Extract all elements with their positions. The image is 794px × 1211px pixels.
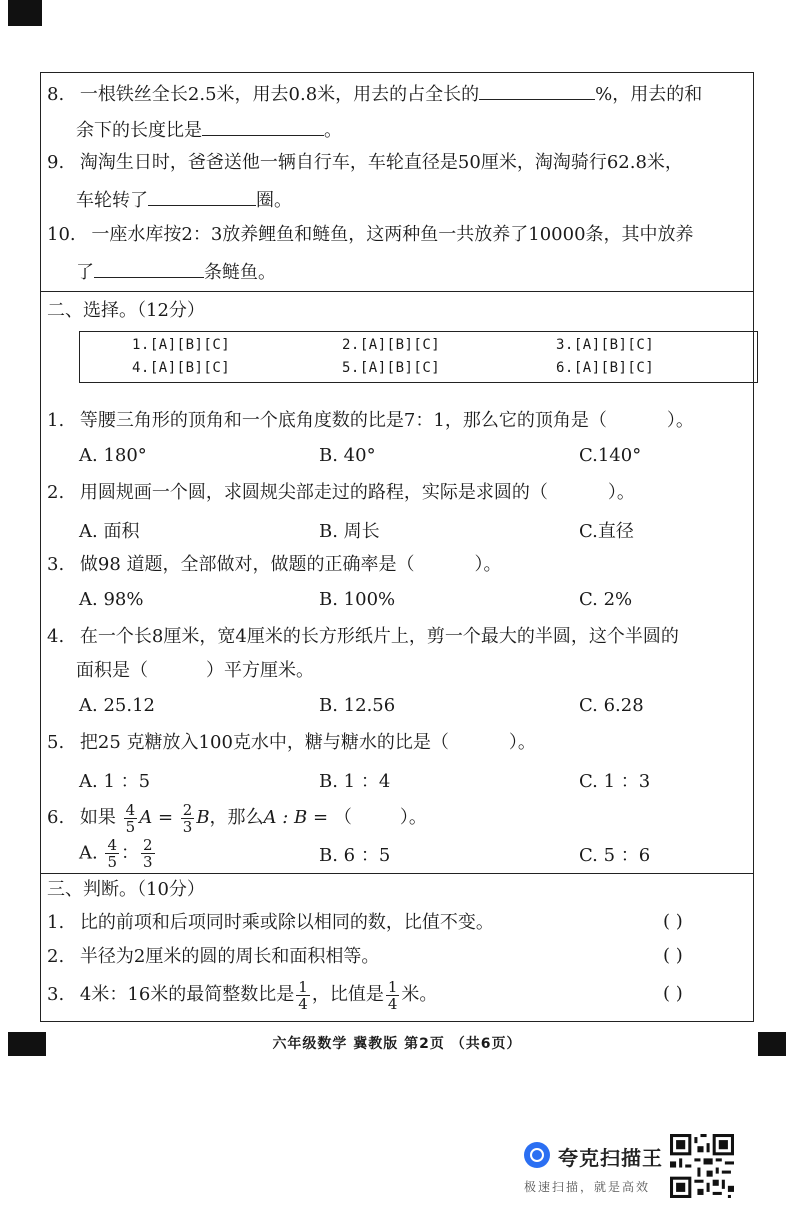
mc-question-3: 3. 做98 道题，全部做对，做题的正确率是（ ）。 — [47, 554, 502, 575]
judge-answer-paren[interactable]: ( ) — [663, 945, 683, 966]
answer-blank-q9[interactable] — [148, 187, 256, 206]
mc-option[interactable]: C. 5 ：6 — [579, 845, 651, 866]
fraction: $\frac{1}{4}$ — [298, 977, 308, 1013]
q8-line1: 8. 一根铁丝全长2.5米，用去0.8米，用去的占全长的 %，用去的和 — [47, 81, 702, 107]
fraction: $\frac{4}{5}$ — [125, 800, 136, 836]
section3-title: 三、判断。（10分） — [47, 879, 205, 900]
section-divider — [41, 291, 753, 292]
answer-blank-q10[interactable] — [94, 259, 204, 278]
mc-option[interactable]: B. 6 ：5 — [319, 845, 391, 866]
mc-option[interactable]: A. 180° — [79, 445, 147, 466]
page-footer: 六年级数学 冀教版 第2页 （共6页） — [272, 1036, 522, 1052]
mc-question-2: 2. 用圆规画一个圆，求圆规尖部走过的路程，实际是求圆的（ ）。 — [47, 482, 635, 503]
q9-line1: 9. 淘淘生日时，爸爸送他一辆自行车，车轮直径是50厘米，淘淘骑行62.8米， — [47, 152, 683, 173]
mc-option[interactable]: A. 98% — [79, 589, 144, 610]
quark-logo-icon — [524, 1142, 550, 1168]
mc-question-5: 5. 把25 克糖放入100克水中，糖与糖水的比是（ ）。 — [47, 732, 536, 753]
answer-sheet — [79, 331, 758, 383]
answer-sheet-item[interactable]: 4.[A][B][C] — [132, 360, 231, 376]
answer-sheet-item[interactable]: 3.[A][B][C] — [556, 337, 655, 353]
mc-option[interactable]: B. 100% — [319, 589, 396, 610]
judge-answer-paren[interactable]: ( ) — [663, 983, 683, 1004]
mc-option[interactable]: C. 2% — [579, 589, 633, 610]
mc-option[interactable]: A. 面积 — [79, 521, 140, 542]
judge-item-2: 2. 半径为2厘米的圆的周长和面积相等。 — [47, 946, 380, 967]
mc-question-4: 4. 在一个长8厘米，宽4厘米的长方形纸片上，剪一个最大的半圆，这个半圆的 — [47, 626, 679, 647]
mc-question-1: 1. 等腰三角形的顶角和一个底角度数的比是7：1，那么它的顶角是（ ）。 — [47, 410, 694, 431]
mc-option[interactable]: C.140° — [579, 445, 642, 466]
mc-option[interactable]: A. 25.12 — [79, 695, 155, 716]
brand-name: 夸克扫描王 — [558, 1146, 663, 1170]
q10-line1: 10. 一座水库按2：3放养鲤鱼和鲢鱼，这两种鱼一共放养了10000条，其中放养 — [47, 224, 694, 245]
section2-title: 二、选择。（12分） — [47, 300, 205, 321]
mc-option[interactable]: C. 1 ：3 — [579, 771, 651, 792]
q8-line2: 余下的长度比是 。 — [76, 117, 342, 143]
q10-line2: 了 条鲢鱼。 — [76, 259, 276, 285]
mc-question-6: 6. 如果 $\frac{4}{5}$ A = $\frac{2}{3}$ B，那么A : B = （ ）。 — [47, 800, 427, 836]
fraction: $\frac{4}{5}$ — [107, 836, 118, 871]
q9-line2: 车轮转了 圈。 — [76, 187, 292, 213]
judge-answer-paren[interactable]: ( ) — [663, 911, 683, 932]
mc-option[interactable]: A. 1 ：5 — [79, 771, 151, 792]
answer-blank-q8a[interactable] — [479, 81, 595, 100]
mc-option[interactable]: B. 40° — [319, 445, 376, 466]
answer-sheet-item[interactable]: 6.[A][B][C] — [556, 360, 655, 376]
mc-option[interactable]: B. 周长 — [319, 521, 380, 542]
question-frame — [40, 72, 754, 1022]
brand-tagline: 极速扫描，就是高效 — [524, 1180, 651, 1194]
answer-blank-q8b[interactable] — [202, 117, 324, 136]
mc-option[interactable]: A. $\frac{4}{5}$ ： $\frac{2}{3}$ — [79, 836, 153, 871]
answer-sheet-item[interactable]: 5.[A][B][C] — [342, 360, 441, 376]
fraction: $\frac{2}{3}$ — [143, 836, 153, 871]
registration-mark-top-left — [8, 0, 42, 26]
answer-sheet-item[interactable]: 2.[A][B][C] — [342, 337, 441, 353]
section-divider — [41, 873, 753, 874]
mc-option[interactable]: B. 1 ：4 — [319, 771, 391, 792]
answer-sheet-item[interactable]: 1.[A][B][C] — [132, 337, 231, 353]
judge-item-1: 1. 比的前项和后项同时乘或除以相同的数，比值不变。 — [47, 912, 494, 933]
mc-question-4-line2: 面积是（ ）平方厘米。 — [76, 660, 314, 681]
mc-option[interactable]: C. 6.28 — [579, 695, 644, 716]
judge-item-3: 3. 4米：16米的最简整数比是 $\frac{1}{4}$ ，比值是 $\frac{1}{4}$ 米。 — [47, 977, 438, 1013]
qr-code-icon — [670, 1134, 734, 1198]
mc-option[interactable]: C.直径 — [579, 521, 634, 542]
fraction: $\frac{2}{3}$ — [182, 800, 193, 836]
mc-option[interactable]: B. 12.56 — [319, 695, 396, 716]
fraction: $\frac{1}{4}$ — [387, 977, 398, 1013]
